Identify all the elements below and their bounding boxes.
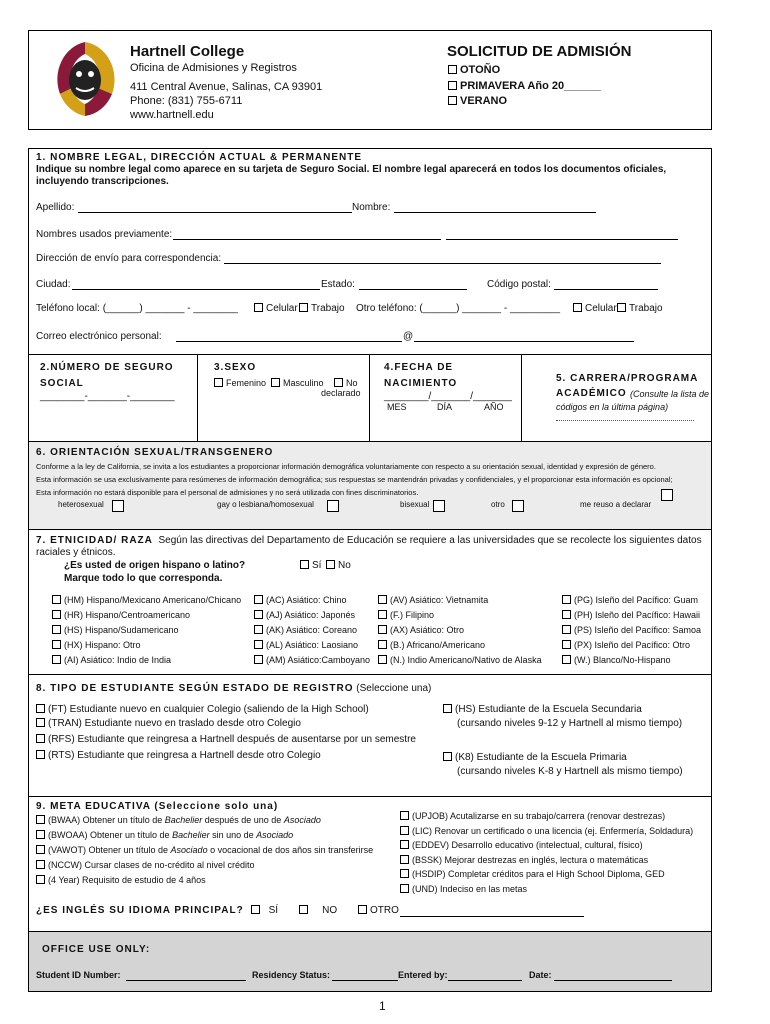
goal-option[interactable]: (VAWOT) Obtener un título de Asociado o vocacional de dos años sin transferirse xyxy=(36,845,373,860)
ethnicity-option[interactable]: (HS) Hispano/Sudamericano xyxy=(52,625,241,640)
checkbox[interactable] xyxy=(254,595,263,604)
checkbox[interactable] xyxy=(400,869,409,878)
apellido-label: Apellido: xyxy=(36,202,75,213)
orient-gay-checkbox[interactable] xyxy=(327,500,339,512)
ethnicity-option[interactable]: (AC) Asiático: Chino xyxy=(254,595,370,610)
checkbox[interactable] xyxy=(400,855,409,864)
section-6-title: 6. ORIENTACIÓN SEXUAL/TRANSGENERO xyxy=(36,447,274,458)
orient-heterosexual-label: heterosexual xyxy=(58,500,104,509)
checkbox[interactable] xyxy=(52,640,61,649)
checkbox[interactable] xyxy=(562,640,571,649)
term-verano[interactable]: VERANO xyxy=(448,95,507,107)
office-box xyxy=(28,932,712,992)
sexo-title: 3.SEXO xyxy=(214,362,257,373)
nombre-label: Nombre: xyxy=(352,202,391,213)
checkbox[interactable] xyxy=(254,655,263,664)
section-9-title: 9. META EDUCATIVA (Seleccione solo una) xyxy=(36,801,279,812)
ethnicity-option[interactable]: (N.) Indio Americano/Nativo de Alaska xyxy=(378,655,542,670)
residency-field[interactable] xyxy=(332,980,398,981)
section-1-desc: Indique su nombre legal como aparece en su tarjeta de Seguro Social. El nombre legal aparecerá en todos los documentos oficiales, xyxy=(36,164,667,175)
english-otro[interactable]: OTRO xyxy=(358,905,399,916)
checkbox[interactable] xyxy=(378,595,387,604)
mes-label: MES xyxy=(387,402,407,412)
orient-bisexual-label: bisexual xyxy=(400,500,430,509)
ethnicity-col-3 xyxy=(378,595,542,670)
celular-option[interactable]: Celular xyxy=(254,303,298,314)
goal-right xyxy=(400,811,693,898)
student-type-k8[interactable]: (K8) Estudiante de la Escuela Primaria xyxy=(443,752,627,763)
ssn-field[interactable]: ________-_______-________ xyxy=(40,391,175,402)
checkbox[interactable] xyxy=(254,610,263,619)
checkbox[interactable] xyxy=(299,905,308,914)
student-type-option[interactable]: (RTS) Estudiante que reingresa a Hartnell desde otro Colegio xyxy=(36,750,416,766)
student-type-left xyxy=(36,704,416,766)
english-no[interactable]: NO xyxy=(299,905,337,916)
date-field[interactable] xyxy=(554,980,672,981)
hispano-question: ¿Es usted de origen hispano o latino? xyxy=(64,560,246,571)
nombre-field[interactable] xyxy=(394,212,596,213)
checkbox[interactable] xyxy=(299,303,308,312)
ethnicity-option[interactable]: (W.) Blanco/No-Hispano xyxy=(562,655,701,670)
hispano-si[interactable]: Sí xyxy=(300,560,321,571)
ethnicity-option[interactable]: (B.) Africano/Americano xyxy=(378,640,542,655)
goal-option[interactable]: (EDDEV) Desarrollo educativo (intelectual, cultural, físico) xyxy=(400,840,693,855)
checkbox[interactable] xyxy=(326,560,335,569)
checkbox[interactable] xyxy=(562,595,571,604)
english-otro-field[interactable] xyxy=(400,916,584,917)
form-title: SOLICITUD DE ADMISIÓN xyxy=(447,43,632,60)
mark-all-instruction: Marque todo lo que corresponda. xyxy=(64,573,223,584)
checkbox[interactable] xyxy=(36,750,45,759)
ssn-title-2: SOCIAL xyxy=(40,378,84,389)
hispano-no[interactable]: No xyxy=(326,560,351,571)
ssn-title: 2.NÚMERO DE SEGURO xyxy=(40,362,174,373)
orient-bisexual-checkbox[interactable] xyxy=(433,500,445,512)
ethnicity-option[interactable]: (HX) Hispano: Otro xyxy=(52,640,241,655)
fecha-title: 4.FECHA DE xyxy=(384,362,454,373)
checkbox[interactable] xyxy=(573,303,582,312)
date-label: Date: xyxy=(529,970,552,980)
orient-heterosexual-checkbox[interactable] xyxy=(112,500,124,512)
ethnicity-option[interactable]: (F.) Filipino xyxy=(378,610,542,625)
student-id-field[interactable] xyxy=(126,980,246,981)
ethnicity-option[interactable]: (PG) Isleño del Pacífico: Guam xyxy=(562,595,701,610)
checkbox[interactable] xyxy=(254,640,263,649)
correo-at: @ xyxy=(403,331,414,342)
section-6-line-2: Esta información se usa exclusivamente para resúmenes de información demográfica; sus respuestas se mantendrán privadas y confidenciales, y el proporcionar esta información es opcional; xyxy=(36,475,673,484)
correo-label: Correo electrónico personal: xyxy=(36,331,162,342)
orient-reuso-label: me reuso a declarar xyxy=(580,500,652,509)
checkbox[interactable] xyxy=(334,378,343,387)
checkbox[interactable] xyxy=(36,718,45,727)
carrera-title: 5. CARRERA/PROGRAMA xyxy=(556,373,699,384)
orient-otro-label: otro xyxy=(491,500,505,509)
student-type-k8-note: (cursando niveles K-8 y Hartnell als mismo tiempo) xyxy=(457,766,683,777)
ethnicity-option[interactable]: (AK) Asiático: Coreano xyxy=(254,625,370,640)
checkbox[interactable] xyxy=(271,378,280,387)
carrera-title-2: ACADÉMICO xyxy=(556,388,627,399)
entered-label: Entered by: xyxy=(398,970,448,980)
checkbox[interactable] xyxy=(300,560,309,569)
checkbox[interactable] xyxy=(378,625,387,634)
checkbox[interactable] xyxy=(36,845,45,854)
checkbox[interactable] xyxy=(52,655,61,664)
orient-reuso-checkbox[interactable] xyxy=(661,489,673,501)
section-1-desc-2: incluyendo transcripciones. xyxy=(36,176,169,187)
ethnicity-option[interactable]: (PX) Isleño del Pacífico: Otro xyxy=(562,640,701,655)
section-7-header: 7. ETNICIDAD/ RAZA Según las directivas del Departamento de Educación se requiere a las universidades que se recolecte los siguientes datos xyxy=(36,535,702,546)
checkbox[interactable] xyxy=(448,96,457,105)
telefono-local[interactable]: Teléfono local: (______) _______ - ________ xyxy=(36,303,238,314)
masculino-option[interactable]: Masculino xyxy=(271,378,324,388)
goal-option[interactable]: (UPJOB) Acutalizarse en su trabajo/carrera (renovar destrezas) xyxy=(400,811,693,826)
checkbox[interactable] xyxy=(448,65,457,74)
goal-option[interactable]: (NCCW) Cursar clases de no-crédito al nivel crédito xyxy=(36,860,373,875)
ano-label: AÑO xyxy=(484,402,504,412)
goal-option[interactable]: (4 Year) Requisito de estudio de 4 años xyxy=(36,875,373,890)
checkbox[interactable] xyxy=(448,81,457,90)
fecha-title-2: NACIMIENTO xyxy=(384,378,458,389)
femenino-option[interactable]: Femenino xyxy=(214,378,266,388)
page-number: 1 xyxy=(379,999,386,1013)
ethnicity-option[interactable]: (PH) Isleño del Pacífico: Hawaii xyxy=(562,610,701,625)
section-7-desc-2: raciales y étnicos. xyxy=(36,547,116,558)
correo-user-field[interactable] xyxy=(176,341,402,342)
college-address: 411 Central Avenue, Salinas, CA 93901 xyxy=(130,81,323,93)
office-name: Oficina de Admisiones y Registros xyxy=(130,62,297,74)
trabajo-option[interactable]: Trabajo xyxy=(299,303,345,314)
goal-option[interactable]: (BSSK) Mejorar destrezas en inglés, lectura o matemáticas xyxy=(400,855,693,870)
ethnicity-option[interactable]: (PS) Isleño del Pacífico: Samoa xyxy=(562,625,701,640)
checkbox[interactable] xyxy=(214,378,223,387)
checkbox[interactable] xyxy=(400,826,409,835)
estado-label: Estado: xyxy=(321,279,355,290)
college-phone: Phone: (831) 755-6711 xyxy=(130,95,243,107)
apellido-field[interactable] xyxy=(78,212,352,213)
checkbox[interactable] xyxy=(358,905,367,914)
checkbox[interactable] xyxy=(562,610,571,619)
student-type-option[interactable]: (TRAN) Estudiante nuevo en traslado desde otro Colegio xyxy=(36,718,416,734)
student-type-hs[interactable]: (HS) Estudiante de la Escuela Secundaria xyxy=(443,704,642,715)
direccion-label: Dirección de envío para correspondencia: xyxy=(36,253,222,264)
postal-field[interactable] xyxy=(554,289,658,290)
fecha-field[interactable]: ________/_______/_______ xyxy=(384,391,512,402)
checkbox[interactable] xyxy=(36,875,45,884)
ethnicity-option[interactable]: (AJ) Asiático: Japonés xyxy=(254,610,370,625)
ethnicity-col-1 xyxy=(52,595,241,670)
otro-telefono[interactable]: Otro teléfono: (______) _______ - _________ xyxy=(356,303,561,314)
section-8-header: 8. TIPO DE ESTUDIANTE SEGÚN ESTADO DE REGISTRO (Seleccione una) xyxy=(36,683,432,694)
checkbox[interactable] xyxy=(617,303,626,312)
checkbox[interactable] xyxy=(562,625,571,634)
previos-field-1[interactable] xyxy=(173,239,441,240)
student-type-hs-note: (cursando niveles 9-12 y Hartnell al mismo tiempo) xyxy=(457,718,683,729)
college-logo xyxy=(54,38,116,120)
no-declarado-label: declarado xyxy=(321,388,361,398)
english-si[interactable]: SÍ xyxy=(251,905,278,916)
checkbox[interactable] xyxy=(378,655,387,664)
checkbox[interactable] xyxy=(443,752,452,761)
goal-option[interactable]: (LIC) Renovar un certificado o una licencia (ej. Enfermería, Soldadura) xyxy=(400,826,693,841)
college-name: Hartnell College xyxy=(130,43,245,60)
goal-option[interactable]: (UND) Indeciso en las metas xyxy=(400,884,693,899)
celular-option-2[interactable]: Celular xyxy=(573,303,617,314)
goal-left xyxy=(36,815,373,890)
ethnicity-option[interactable]: (AI) Asiático: Indio de India xyxy=(52,655,241,670)
checkbox[interactable] xyxy=(443,704,452,713)
ethnicity-col-4 xyxy=(562,595,701,670)
checkbox[interactable] xyxy=(36,815,45,824)
previos-field-2[interactable] xyxy=(446,239,678,240)
term-primavera[interactable]: PRIMAVERA Año 20______ xyxy=(448,80,601,92)
previos-label: Nombres usados previamente: xyxy=(36,229,173,240)
residency-label: Residency Status: xyxy=(252,970,331,980)
entered-field[interactable] xyxy=(448,980,522,981)
ethnicity-option[interactable]: (HM) Hispano/Mexicano Americano/Chicano xyxy=(52,595,241,610)
trabajo-option-2[interactable]: Trabajo xyxy=(617,303,663,314)
estado-field[interactable] xyxy=(359,289,467,290)
checkbox[interactable] xyxy=(562,655,571,664)
student-type-option[interactable]: (FT) Estudiante nuevo en cualquier Colegio (saliendo de la High School) xyxy=(36,704,416,718)
goal-option[interactable]: (BWOAA) Obtener un título de Bachelier sin uno de Asociado xyxy=(36,830,373,845)
correo-domain-field[interactable] xyxy=(414,341,634,342)
checkbox[interactable] xyxy=(400,840,409,849)
term-otono[interactable]: OTOÑO xyxy=(448,64,500,76)
checkbox[interactable] xyxy=(251,905,260,914)
checkbox[interactable] xyxy=(52,610,61,619)
ethnicity-option[interactable]: (AM) Asiático:Camboyano xyxy=(254,655,370,670)
ethnicity-col-2 xyxy=(254,595,370,670)
orient-otro-checkbox[interactable] xyxy=(512,500,524,512)
section-6-line-3: Esta información no estará disponible para el personal de admisiones y no será utilizada con fines discriminatorios. xyxy=(36,488,419,497)
no-declarado-option[interactable]: No xyxy=(334,378,358,388)
checkbox[interactable] xyxy=(254,303,263,312)
college-website: www.hartnell.edu xyxy=(130,109,214,121)
checkbox[interactable] xyxy=(400,811,409,820)
ciudad-field[interactable] xyxy=(72,289,320,290)
checkbox[interactable] xyxy=(400,884,409,893)
checkbox[interactable] xyxy=(378,640,387,649)
direccion-field[interactable] xyxy=(224,263,661,264)
checkbox[interactable] xyxy=(36,830,45,839)
section-1-title: 1. NOMBRE LEGAL, DIRECCIÓN ACTUAL & PERMANENTE xyxy=(36,152,363,163)
postal-label: Código postal: xyxy=(487,279,551,290)
student-id-label: Student ID Number: xyxy=(36,970,121,980)
checkbox[interactable] xyxy=(36,860,45,869)
section-6-line-1: Conforme a la ley de California, se invita a los estudiantes a proporcionar información demográfica voluntariamente con respecto a su orientación sexual, identidad y expresión de género. xyxy=(36,462,656,471)
checkbox[interactable] xyxy=(254,625,263,634)
student-type-option[interactable]: (RFS) Estudiante que reingresa a Hartnell después de ausentarse por un semestre xyxy=(36,734,416,750)
carrera-field[interactable] xyxy=(556,420,694,421)
ethnicity-option[interactable]: (AV) Asiático: Vietnamita xyxy=(378,595,542,610)
orient-gay-label: gay o lesbiana/homosexual xyxy=(217,500,314,509)
checkbox[interactable] xyxy=(52,625,61,634)
english-question: ¿ES INGLÉS SU IDIOMA PRINCIPAL? xyxy=(36,905,244,916)
ethnicity-option[interactable]: (AL) Asiático: Laosiano xyxy=(254,640,370,655)
carrera-note-2: códigos en la última página) xyxy=(556,402,669,412)
goal-option[interactable]: (HSDIP) Completar créditos para el High School Diploma, GED xyxy=(400,869,693,884)
ethnicity-option[interactable]: (HR) Hispano/Centroamericano xyxy=(52,610,241,625)
goal-option[interactable]: (BWAA) Obtener un título de Bachelier después de uno de Asociado xyxy=(36,815,373,830)
carrera-note: (Consulte la lista de xyxy=(630,389,710,399)
checkbox[interactable] xyxy=(36,734,45,743)
checkbox[interactable] xyxy=(378,610,387,619)
ciudad-label: Ciudad: xyxy=(36,279,71,290)
checkbox[interactable] xyxy=(52,595,61,604)
office-title: OFFICE USE ONLY: xyxy=(42,944,151,955)
dia-label: DÍA xyxy=(437,402,453,412)
checkbox[interactable] xyxy=(36,704,45,713)
ethnicity-option[interactable]: (AX) Asiático: Otro xyxy=(378,625,542,640)
